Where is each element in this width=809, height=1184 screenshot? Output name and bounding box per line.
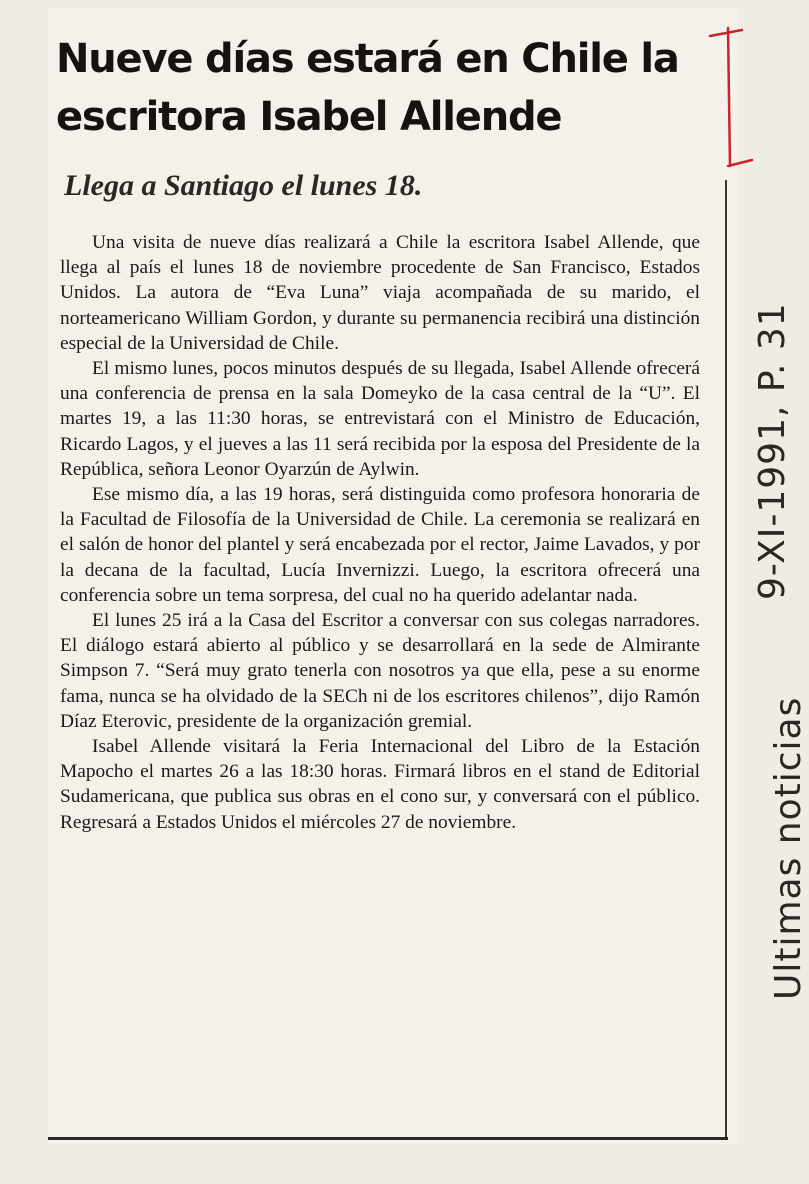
paragraph: El mismo lunes, pocos minutos después de su llegada, Isabel Allende ofrecerá una conferencia de prensa en la sala Domeyko de la casa central de la “U”. El martes 19, a las 11:30 horas, se entrevistará con el Ministro de Educación, Ricardo Lagos, y el jueves a las 11 será recibida por la esposa del Presidente de la República, señora Leonor Oyarzún de Aylwin. xyxy=(60,358,700,480)
article-body xyxy=(60,230,700,835)
paragraph: Una visita de nueve días realizará a Chile la escritora Isabel Allende, que llega al país el lunes 18 de noviembre procedente de San Francisco, Estados Unidos. La autora de “Eva Luna” viaja acompañada de su marido, el norteamericano William Gordon, y durante su permanencia recibirá una distinción especial de la Universidad de Chile. xyxy=(60,232,700,354)
newspaper-clipping xyxy=(48,8,738,1144)
paragraph: Isabel Allende visitará la Feria Internacional del Libro de la Estación Mapocho el martes 26 a las 18:30 horas. Firmará libros en el stand de Editorial Sudamericana, que publica sus obras en el cono sur, y conversará con el público. Regresará a Estados Unidos el miércoles 27 de noviembre. xyxy=(60,736,700,833)
handwritten-source: Ultimas noticias xyxy=(768,696,809,1000)
red-pen-mark xyxy=(700,16,760,176)
handwritten-date: 9-XI-1991, P. 31 xyxy=(752,302,793,600)
headline: Nueve días estará en Chile la escritora Isabel Allende xyxy=(56,36,679,140)
column-rule-bottom xyxy=(48,1137,728,1140)
subheadline: Llega a Santiago el lunes 18. xyxy=(64,169,423,202)
paragraph: El lunes 25 irá a la Casa del Escritor a conversar con sus colegas narradores. El diálogo estará abierto al público y se desarrollará en la sede de Almirante Simpson 7. “Será muy grato tenerla con nosotros ya que ella, pese a su enorme fama, nunca se ha olvidado de la SECh ni de los escritores chilenos”, dijo Ramón Díaz Eterovic, presidente de la organización gremial. xyxy=(60,610,700,732)
column-rule-right xyxy=(725,180,727,1138)
paragraph: Ese mismo día, a las 19 horas, será distinguida como profesora honoraria de la Facultad de Filosofía de la Universidad de Chile. La ceremonia se realizará en el salón de honor del plantel y será encabezada por el rector, Jaime Lavados, y por la decana de la facultad, Lucía Invernizzi. Luego, la escritora ofrecerá una conferencia sobre un tema sorpresa, del cual no ha querido adelantar nada. xyxy=(60,484,700,606)
